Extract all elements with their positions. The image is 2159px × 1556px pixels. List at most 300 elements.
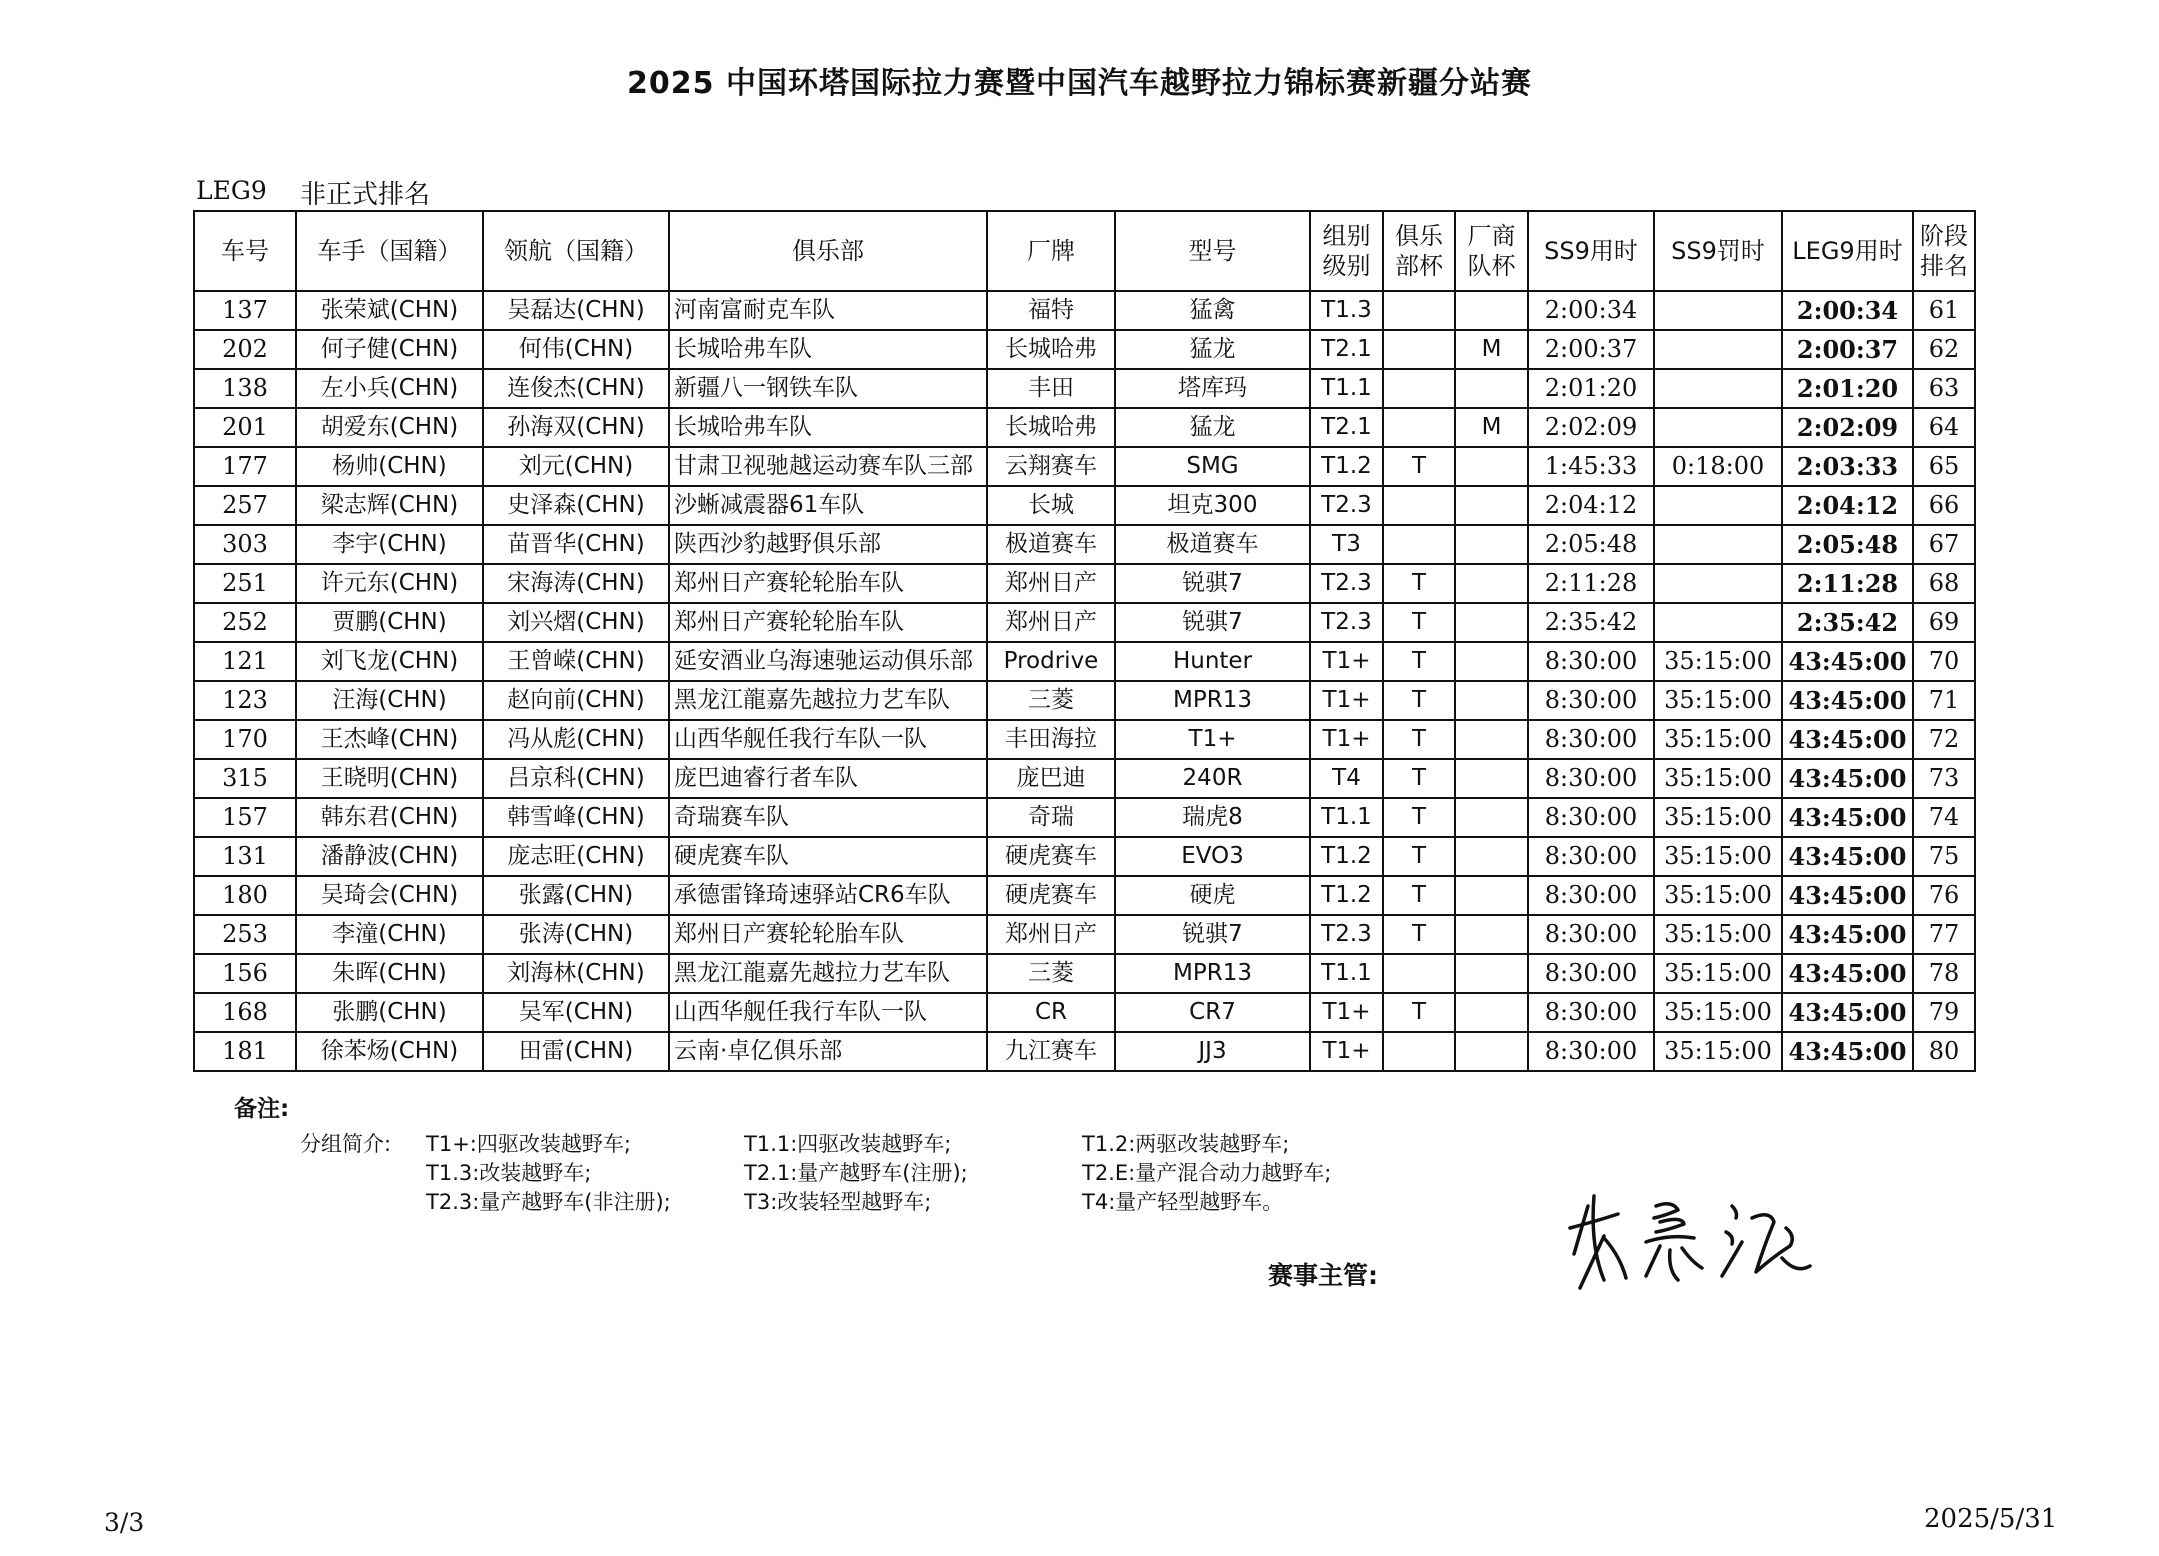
cell-club-cup <box>1383 486 1455 525</box>
cell-ss9-time: 8:30:00 <box>1528 642 1654 681</box>
cell-ss9-time: 8:30:00 <box>1528 915 1654 954</box>
cell-ss9-time: 2:00:37 <box>1528 330 1654 369</box>
cell-club-cup <box>1383 525 1455 564</box>
cell-stage-rank: 75 <box>1913 837 1975 876</box>
cell-maker-cup <box>1455 1032 1528 1071</box>
cell-car-no: 252 <box>194 603 296 642</box>
cell-codriver: 吴磊达(CHN) <box>483 291 669 330</box>
cell-codriver: 宋海涛(CHN) <box>483 564 669 603</box>
cell-group: T3 <box>1310 525 1383 564</box>
cell-driver: 杨帅(CHN) <box>296 447 483 486</box>
cell-model: 锐骐7 <box>1115 915 1310 954</box>
cell-driver: 韩东君(CHN) <box>296 798 483 837</box>
cell-stage-rank: 66 <box>1913 486 1975 525</box>
cell-stage-rank: 67 <box>1913 525 1975 564</box>
cell-ss9-penalty: 35:15:00 <box>1654 876 1782 915</box>
cell-model: JJ3 <box>1115 1032 1310 1071</box>
cell-model: EVO3 <box>1115 837 1310 876</box>
cell-codriver: 田雷(CHN) <box>483 1032 669 1071</box>
group-note: T2.3:量产越野车(非注册); <box>426 1190 671 1214</box>
group-note: T3:改装轻型越野车; <box>744 1190 932 1214</box>
cell-leg9-time: 2:00:34 <box>1782 291 1913 330</box>
group-note: T4:量产轻型越野车。 <box>1082 1190 1284 1214</box>
cell-group: T2.1 <box>1310 330 1383 369</box>
cell-ss9-penalty: 35:15:00 <box>1654 915 1782 954</box>
table-row <box>194 798 1975 837</box>
cell-codriver: 韩雪峰(CHN) <box>483 798 669 837</box>
cell-ss9-time: 8:30:00 <box>1528 798 1654 837</box>
cell-brand: 硬虎赛车 <box>987 837 1115 876</box>
cell-codriver: 连俊杰(CHN) <box>483 369 669 408</box>
cell-leg9-time: 2:35:42 <box>1782 603 1913 642</box>
cell-ss9-time: 8:30:00 <box>1528 993 1654 1032</box>
cell-group: T2.3 <box>1310 486 1383 525</box>
cell-stage-rank: 72 <box>1913 720 1975 759</box>
table-row <box>194 915 1975 954</box>
table-row <box>194 291 1975 330</box>
cell-car-no: 137 <box>194 291 296 330</box>
cell-driver: 何子健(CHN) <box>296 330 483 369</box>
cell-club-cup: T <box>1383 915 1455 954</box>
cell-stage-rank: 78 <box>1913 954 1975 993</box>
leg-label: LEG9 <box>196 176 267 205</box>
cell-brand: 郑州日产 <box>987 915 1115 954</box>
cell-club: 承德雷锋琦速驿站CR6车队 <box>669 876 987 915</box>
cell-club-cup <box>1383 291 1455 330</box>
cell-brand: CR <box>987 993 1115 1032</box>
header-car-no: 车号 <box>194 211 296 291</box>
cell-brand: 长城哈弗 <box>987 330 1115 369</box>
cell-model: 猛龙 <box>1115 408 1310 447</box>
table-row <box>194 954 1975 993</box>
cell-car-no: 251 <box>194 564 296 603</box>
cell-group: T1+ <box>1310 681 1383 720</box>
table-row <box>194 837 1975 876</box>
cell-ss9-penalty: 0:18:00 <box>1654 447 1782 486</box>
cell-car-no: 138 <box>194 369 296 408</box>
cell-club-cup <box>1383 954 1455 993</box>
cell-leg9-time: 43:45:00 <box>1782 759 1913 798</box>
cell-group: T1.2 <box>1310 837 1383 876</box>
cell-maker-cup <box>1455 837 1528 876</box>
cell-model: T1+ <box>1115 720 1310 759</box>
cell-ss9-penalty: 35:15:00 <box>1654 1032 1782 1071</box>
cell-group: T2.3 <box>1310 603 1383 642</box>
cell-ss9-penalty <box>1654 291 1782 330</box>
cell-brand: 丰田 <box>987 369 1115 408</box>
cell-model: CR7 <box>1115 993 1310 1032</box>
table-row <box>194 447 1975 486</box>
document-subtitle: 非正式排名 <box>300 180 431 210</box>
cell-codriver: 刘兴熠(CHN) <box>483 603 669 642</box>
cell-codriver: 孙海双(CHN) <box>483 408 669 447</box>
cell-club-cup: T <box>1383 720 1455 759</box>
cell-club: 硬虎赛车队 <box>669 837 987 876</box>
table-row <box>194 525 1975 564</box>
cell-driver: 梁志辉(CHN) <box>296 486 483 525</box>
cell-brand: 庞巴迪 <box>987 759 1115 798</box>
cell-ss9-penalty: 35:15:00 <box>1654 681 1782 720</box>
cell-driver: 李宇(CHN) <box>296 525 483 564</box>
cell-codriver: 赵向前(CHN) <box>483 681 669 720</box>
cell-club: 云南·卓亿俱乐部 <box>669 1032 987 1071</box>
cell-maker-cup <box>1455 525 1528 564</box>
cell-ss9-penalty: 35:15:00 <box>1654 642 1782 681</box>
cell-maker-cup <box>1455 681 1528 720</box>
cell-driver: 潘静波(CHN) <box>296 837 483 876</box>
cell-club-cup: T <box>1383 603 1455 642</box>
group-note: T1.3:改装越野车; <box>426 1161 592 1185</box>
table-row <box>194 408 1975 447</box>
group-note: T2.1:量产越野车(注册); <box>744 1161 968 1185</box>
cell-maker-cup <box>1455 369 1528 408</box>
table-row <box>194 681 1975 720</box>
cell-group: T1.1 <box>1310 798 1383 837</box>
cell-stage-rank: 77 <box>1913 915 1975 954</box>
cell-maker-cup <box>1455 564 1528 603</box>
cell-leg9-time: 43:45:00 <box>1782 642 1913 681</box>
cell-ss9-penalty <box>1654 525 1782 564</box>
cell-car-no: 315 <box>194 759 296 798</box>
director-label: 赛事主管: <box>1268 1261 1378 1290</box>
cell-leg9-time: 43:45:00 <box>1782 876 1913 915</box>
cell-maker-cup <box>1455 603 1528 642</box>
cell-model: 瑞虎8 <box>1115 798 1310 837</box>
cell-club-cup: T <box>1383 564 1455 603</box>
cell-ss9-penalty <box>1654 369 1782 408</box>
table-row <box>194 993 1975 1032</box>
cell-club-cup <box>1383 408 1455 447</box>
cell-leg9-time: 2:04:12 <box>1782 486 1913 525</box>
cell-stage-rank: 61 <box>1913 291 1975 330</box>
cell-leg9-time: 43:45:00 <box>1782 798 1913 837</box>
cell-maker-cup <box>1455 486 1528 525</box>
table-row <box>194 603 1975 642</box>
cell-driver: 胡爱东(CHN) <box>296 408 483 447</box>
cell-stage-rank: 65 <box>1913 447 1975 486</box>
cell-group: T4 <box>1310 759 1383 798</box>
cell-maker-cup <box>1455 447 1528 486</box>
table-row <box>194 876 1975 915</box>
header-driver: 车手（国籍） <box>296 211 483 291</box>
cell-ss9-time: 2:05:48 <box>1528 525 1654 564</box>
cell-brand: 三菱 <box>987 681 1115 720</box>
cell-group: T1.1 <box>1310 369 1383 408</box>
cell-stage-rank: 74 <box>1913 798 1975 837</box>
cell-leg9-time: 43:45:00 <box>1782 1032 1913 1071</box>
table-row <box>194 330 1975 369</box>
cell-driver: 刘飞龙(CHN) <box>296 642 483 681</box>
cell-club: 陕西沙豹越野俱乐部 <box>669 525 987 564</box>
cell-driver: 朱晖(CHN) <box>296 954 483 993</box>
table-row <box>194 564 1975 603</box>
cell-club: 郑州日产赛轮轮胎车队 <box>669 564 987 603</box>
cell-leg9-time: 2:05:48 <box>1782 525 1913 564</box>
cell-brand: Prodrive <box>987 642 1115 681</box>
cell-club-cup: T <box>1383 837 1455 876</box>
cell-model: 240R <box>1115 759 1310 798</box>
table-row <box>194 759 1975 798</box>
cell-codriver: 王曾嵘(CHN) <box>483 642 669 681</box>
cell-car-no: 202 <box>194 330 296 369</box>
cell-club: 长城哈弗车队 <box>669 408 987 447</box>
cell-car-no: 180 <box>194 876 296 915</box>
cell-model: 坦克300 <box>1115 486 1310 525</box>
cell-club-cup: T <box>1383 447 1455 486</box>
cell-maker-cup <box>1455 954 1528 993</box>
cell-driver: 王杰峰(CHN) <box>296 720 483 759</box>
header-club: 俱乐部 <box>669 211 987 291</box>
cell-driver: 徐苯炀(CHN) <box>296 1032 483 1071</box>
cell-ss9-time: 8:30:00 <box>1528 681 1654 720</box>
cell-brand: 三菱 <box>987 954 1115 993</box>
cell-brand: 郑州日产 <box>987 603 1115 642</box>
cell-brand: 丰田海拉 <box>987 720 1115 759</box>
cell-car-no: 253 <box>194 915 296 954</box>
cell-group: T1+ <box>1310 720 1383 759</box>
cell-club-cup <box>1383 1032 1455 1071</box>
cell-car-no: 131 <box>194 837 296 876</box>
cell-club: 沙蜥减震器61车队 <box>669 486 987 525</box>
cell-codriver: 苗晋华(CHN) <box>483 525 669 564</box>
cell-stage-rank: 80 <box>1913 1032 1975 1071</box>
cell-ss9-time: 8:30:00 <box>1528 1032 1654 1071</box>
cell-stage-rank: 76 <box>1913 876 1975 915</box>
cell-ss9-time: 2:35:42 <box>1528 603 1654 642</box>
page-number: 3/3 <box>104 1508 145 1537</box>
cell-ss9-penalty <box>1654 603 1782 642</box>
cell-model: 塔库玛 <box>1115 369 1310 408</box>
cell-stage-rank: 62 <box>1913 330 1975 369</box>
cell-leg9-time: 43:45:00 <box>1782 915 1913 954</box>
group-note: T1.1:四驱改装越野车; <box>744 1132 952 1156</box>
cell-leg9-time: 43:45:00 <box>1782 720 1913 759</box>
remarks-label: 备注: <box>234 1096 290 1122</box>
cell-brand: 云翔赛车 <box>987 447 1115 486</box>
cell-leg9-time: 43:45:00 <box>1782 681 1913 720</box>
cell-ss9-time: 2:02:09 <box>1528 408 1654 447</box>
cell-ss9-time: 2:04:12 <box>1528 486 1654 525</box>
cell-model: 锐骐7 <box>1115 603 1310 642</box>
header-brand: 厂牌 <box>987 211 1115 291</box>
cell-driver: 贾鹏(CHN) <box>296 603 483 642</box>
cell-leg9-time: 2:11:28 <box>1782 564 1913 603</box>
group-intro-label: 分组简介: <box>300 1132 392 1156</box>
cell-brand: 九江赛车 <box>987 1032 1115 1071</box>
cell-club-cup: T <box>1383 798 1455 837</box>
cell-ss9-penalty <box>1654 564 1782 603</box>
cell-ss9-time: 1:45:33 <box>1528 447 1654 486</box>
cell-group: T1.2 <box>1310 447 1383 486</box>
cell-maker-cup: M <box>1455 408 1528 447</box>
cell-maker-cup <box>1455 876 1528 915</box>
header-codriver: 领航（国籍） <box>483 211 669 291</box>
cell-maker-cup <box>1455 720 1528 759</box>
cell-club: 延安酒业乌海速驰运动俱乐部 <box>669 642 987 681</box>
cell-club: 奇瑞赛车队 <box>669 798 987 837</box>
cell-car-no: 168 <box>194 993 296 1032</box>
cell-model: Hunter <box>1115 642 1310 681</box>
cell-car-no: 123 <box>194 681 296 720</box>
table-row <box>194 369 1975 408</box>
cell-club: 郑州日产赛轮轮胎车队 <box>669 603 987 642</box>
cell-group: T1.3 <box>1310 291 1383 330</box>
header-stage-rank: 阶段排名 <box>1913 211 1975 291</box>
cell-model: 猛龙 <box>1115 330 1310 369</box>
cell-codriver: 史泽森(CHN) <box>483 486 669 525</box>
print-date: 2025/5/31 <box>1924 1504 2058 1534</box>
cell-ss9-time: 8:30:00 <box>1528 876 1654 915</box>
cell-ss9-time: 2:01:20 <box>1528 369 1654 408</box>
cell-model: 硬虎 <box>1115 876 1310 915</box>
cell-model: SMG <box>1115 447 1310 486</box>
cell-club: 新疆八一钢铁车队 <box>669 369 987 408</box>
cell-group: T2.1 <box>1310 408 1383 447</box>
cell-model: 极道赛车 <box>1115 525 1310 564</box>
cell-driver: 李潼(CHN) <box>296 915 483 954</box>
handwritten-signature <box>1560 1176 1820 1306</box>
cell-club-cup <box>1383 330 1455 369</box>
cell-club-cup: T <box>1383 642 1455 681</box>
cell-stage-rank: 69 <box>1913 603 1975 642</box>
cell-car-no: 121 <box>194 642 296 681</box>
header-maker-cup: 厂商队杯 <box>1455 211 1528 291</box>
header-ss9-penalty: SS9罚时 <box>1654 211 1782 291</box>
cell-leg9-time: 2:03:33 <box>1782 447 1913 486</box>
cell-group: T2.3 <box>1310 915 1383 954</box>
cell-codriver: 刘海林(CHN) <box>483 954 669 993</box>
cell-maker-cup <box>1455 915 1528 954</box>
cell-model: MPR13 <box>1115 681 1310 720</box>
cell-club: 黑龙江龍嘉先越拉力艺车队 <box>669 954 987 993</box>
cell-club: 长城哈弗车队 <box>669 330 987 369</box>
cell-maker-cup <box>1455 291 1528 330</box>
cell-maker-cup <box>1455 993 1528 1032</box>
cell-club-cup: T <box>1383 759 1455 798</box>
cell-ss9-penalty: 35:15:00 <box>1654 720 1782 759</box>
cell-club: 庞巴迪睿行者车队 <box>669 759 987 798</box>
table-row <box>194 720 1975 759</box>
table-row <box>194 642 1975 681</box>
cell-driver: 吴琦会(CHN) <box>296 876 483 915</box>
cell-driver: 汪海(CHN) <box>296 681 483 720</box>
cell-leg9-time: 43:45:00 <box>1782 837 1913 876</box>
cell-codriver: 吴军(CHN) <box>483 993 669 1032</box>
cell-ss9-time: 8:30:00 <box>1528 837 1654 876</box>
cell-model: 锐骐7 <box>1115 564 1310 603</box>
cell-stage-rank: 73 <box>1913 759 1975 798</box>
cell-leg9-time: 43:45:00 <box>1782 954 1913 993</box>
cell-maker-cup <box>1455 759 1528 798</box>
cell-codriver: 吕京科(CHN) <box>483 759 669 798</box>
cell-club-cup <box>1383 369 1455 408</box>
cell-model: 猛禽 <box>1115 291 1310 330</box>
header-model: 型号 <box>1115 211 1310 291</box>
cell-stage-rank: 63 <box>1913 369 1975 408</box>
cell-group: T1.1 <box>1310 954 1383 993</box>
cell-model: MPR13 <box>1115 954 1310 993</box>
cell-brand: 长城哈弗 <box>987 408 1115 447</box>
cell-driver: 张荣斌(CHN) <box>296 291 483 330</box>
cell-group: T1+ <box>1310 642 1383 681</box>
cell-brand: 极道赛车 <box>987 525 1115 564</box>
cell-car-no: 303 <box>194 525 296 564</box>
cell-driver: 左小兵(CHN) <box>296 369 483 408</box>
cell-stage-rank: 71 <box>1913 681 1975 720</box>
cell-ss9-time: 2:00:34 <box>1528 291 1654 330</box>
header-leg9-time: LEG9用时 <box>1782 211 1913 291</box>
cell-ss9-penalty: 35:15:00 <box>1654 759 1782 798</box>
cell-ss9-penalty <box>1654 330 1782 369</box>
cell-club-cup: T <box>1383 993 1455 1032</box>
cell-club: 甘肃卫视驰越运动赛车队三部 <box>669 447 987 486</box>
cell-stage-rank: 70 <box>1913 642 1975 681</box>
cell-car-no: 157 <box>194 798 296 837</box>
table-header-row <box>194 211 1975 291</box>
document-title: 2025 中国环塔国际拉力赛暨中国汽车越野拉力锦标赛新疆分站赛 <box>627 66 1532 101</box>
cell-stage-rank: 64 <box>1913 408 1975 447</box>
cell-club: 河南富耐克车队 <box>669 291 987 330</box>
table-row <box>194 1032 1975 1071</box>
cell-maker-cup: M <box>1455 330 1528 369</box>
cell-brand: 硬虎赛车 <box>987 876 1115 915</box>
header-group: 组别级别 <box>1310 211 1383 291</box>
cell-codriver: 冯从彪(CHN) <box>483 720 669 759</box>
group-note: T1+:四驱改装越野车; <box>426 1132 631 1156</box>
cell-codriver: 张涛(CHN) <box>483 915 669 954</box>
cell-ss9-penalty <box>1654 486 1782 525</box>
cell-ss9-time: 8:30:00 <box>1528 954 1654 993</box>
cell-maker-cup <box>1455 642 1528 681</box>
cell-ss9-time: 8:30:00 <box>1528 759 1654 798</box>
cell-club: 山西华舰任我行车队一队 <box>669 720 987 759</box>
header-ss9-time: SS9用时 <box>1528 211 1654 291</box>
cell-car-no: 181 <box>194 1032 296 1071</box>
cell-car-no: 257 <box>194 486 296 525</box>
cell-stage-rank: 68 <box>1913 564 1975 603</box>
cell-brand: 长城 <box>987 486 1115 525</box>
group-note: T2.E:量产混合动力越野车; <box>1082 1161 1332 1185</box>
cell-car-no: 201 <box>194 408 296 447</box>
group-note: T1.2:两驱改装越野车; <box>1082 1132 1290 1156</box>
table-row <box>194 486 1975 525</box>
cell-codriver: 张露(CHN) <box>483 876 669 915</box>
cell-car-no: 177 <box>194 447 296 486</box>
cell-codriver: 何伟(CHN) <box>483 330 669 369</box>
cell-ss9-penalty: 35:15:00 <box>1654 993 1782 1032</box>
cell-ss9-time: 2:11:28 <box>1528 564 1654 603</box>
cell-leg9-time: 43:45:00 <box>1782 993 1913 1032</box>
cell-car-no: 170 <box>194 720 296 759</box>
cell-maker-cup <box>1455 798 1528 837</box>
cell-ss9-penalty: 35:15:00 <box>1654 954 1782 993</box>
cell-car-no: 156 <box>194 954 296 993</box>
cell-club-cup: T <box>1383 681 1455 720</box>
cell-brand: 福特 <box>987 291 1115 330</box>
cell-club: 郑州日产赛轮轮胎车队 <box>669 915 987 954</box>
cell-club-cup: T <box>1383 876 1455 915</box>
header-club-cup: 俱乐部杯 <box>1383 211 1455 291</box>
cell-club: 山西华舰任我行车队一队 <box>669 993 987 1032</box>
cell-codriver: 刘元(CHN) <box>483 447 669 486</box>
cell-driver: 王晓明(CHN) <box>296 759 483 798</box>
cell-ss9-penalty: 35:15:00 <box>1654 798 1782 837</box>
cell-group: T1.2 <box>1310 876 1383 915</box>
results-table <box>193 210 1976 1072</box>
cell-stage-rank: 79 <box>1913 993 1975 1032</box>
cell-brand: 郑州日产 <box>987 564 1115 603</box>
cell-group: T2.3 <box>1310 564 1383 603</box>
